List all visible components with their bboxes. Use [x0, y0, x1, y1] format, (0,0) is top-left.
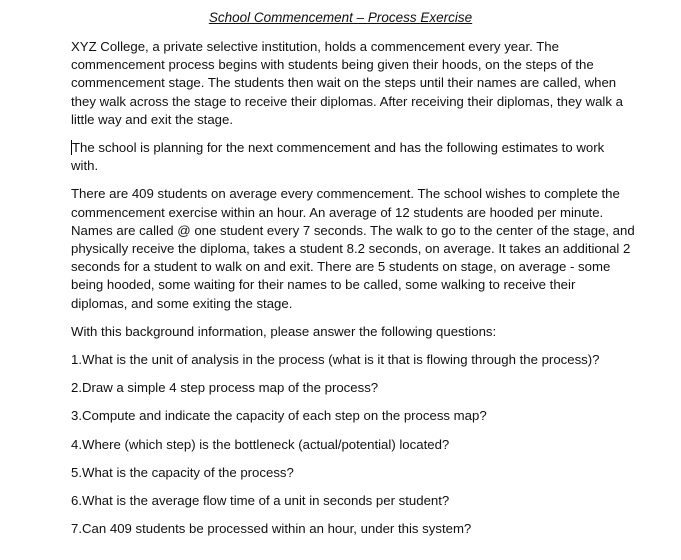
text-line: XYZ College, a private selective institution, holds a commencement every year. The [71, 39, 559, 54]
question-7: 7.Can 409 students be processed within an hour, under this system? [71, 521, 472, 537]
question-6: 6.What is the average flow time of a unit in seconds per student? [71, 493, 450, 509]
question-5: 5.What is the capacity of the process? [71, 464, 294, 480]
paragraph-planning [71, 139, 663, 175]
text-line: physically receive the diploma, takes a student 8.2 seconds, on average. It takes an additional 2 [71, 241, 631, 257]
text-line: There are 409 students on average every commencement. The school wishes to complete the [71, 186, 620, 202]
text-line: diplomas, and some exiting the stage. [71, 295, 293, 311]
text-line: seconds for a student to walk on and exit. There are 5 students on stage, on average - some [71, 259, 611, 275]
paragraph-estimates [71, 185, 663, 312]
question-2: 2.Draw a simple 4 step process map of the process? [71, 380, 379, 396]
text-line: commencement process begins with students being given their hoods, on the steps of the [71, 57, 594, 73]
document-body [71, 38, 663, 538]
question-1: 1.What is the unit of analysis in the process (what is it that is flowing through the process)? [71, 352, 600, 368]
text-line: little way and exit the stage. [71, 111, 234, 127]
question-3: 3.Compute and indicate the capacity of each step on the process map? [71, 408, 487, 424]
text-line: Names are called @ one student every 7 seconds. The walk to go to the center of the stage, and [71, 222, 635, 238]
paragraph-intro [71, 38, 663, 129]
document-title: School Commencement – Process Exercise [208, 10, 473, 25]
paragraph-instructions [71, 323, 663, 341]
text-line: commencement exercise within an hour. An average of 12 students are hooded per minute. [71, 204, 604, 220]
text-line: commencement stage. The students then wait on the steps until their names are called, when [71, 75, 617, 91]
text-line: being hooded, some waiting for their names to be called, some walking to receive their [71, 277, 576, 293]
text-line: With this background information, please answer the following questions: [71, 323, 497, 339]
text-line-with-cursor[interactable] [71, 139, 663, 157]
question-4: 4.Where (which step) is the bottleneck (actual/potential) located? [71, 436, 450, 452]
text-line: The school is planning for the next commencement and has the following estimates to work [72, 140, 605, 156]
text-line: with. [71, 158, 99, 174]
text-line: they walk across the stage to receive their diplomas. After receiving their diplomas, they walk a [71, 93, 623, 109]
